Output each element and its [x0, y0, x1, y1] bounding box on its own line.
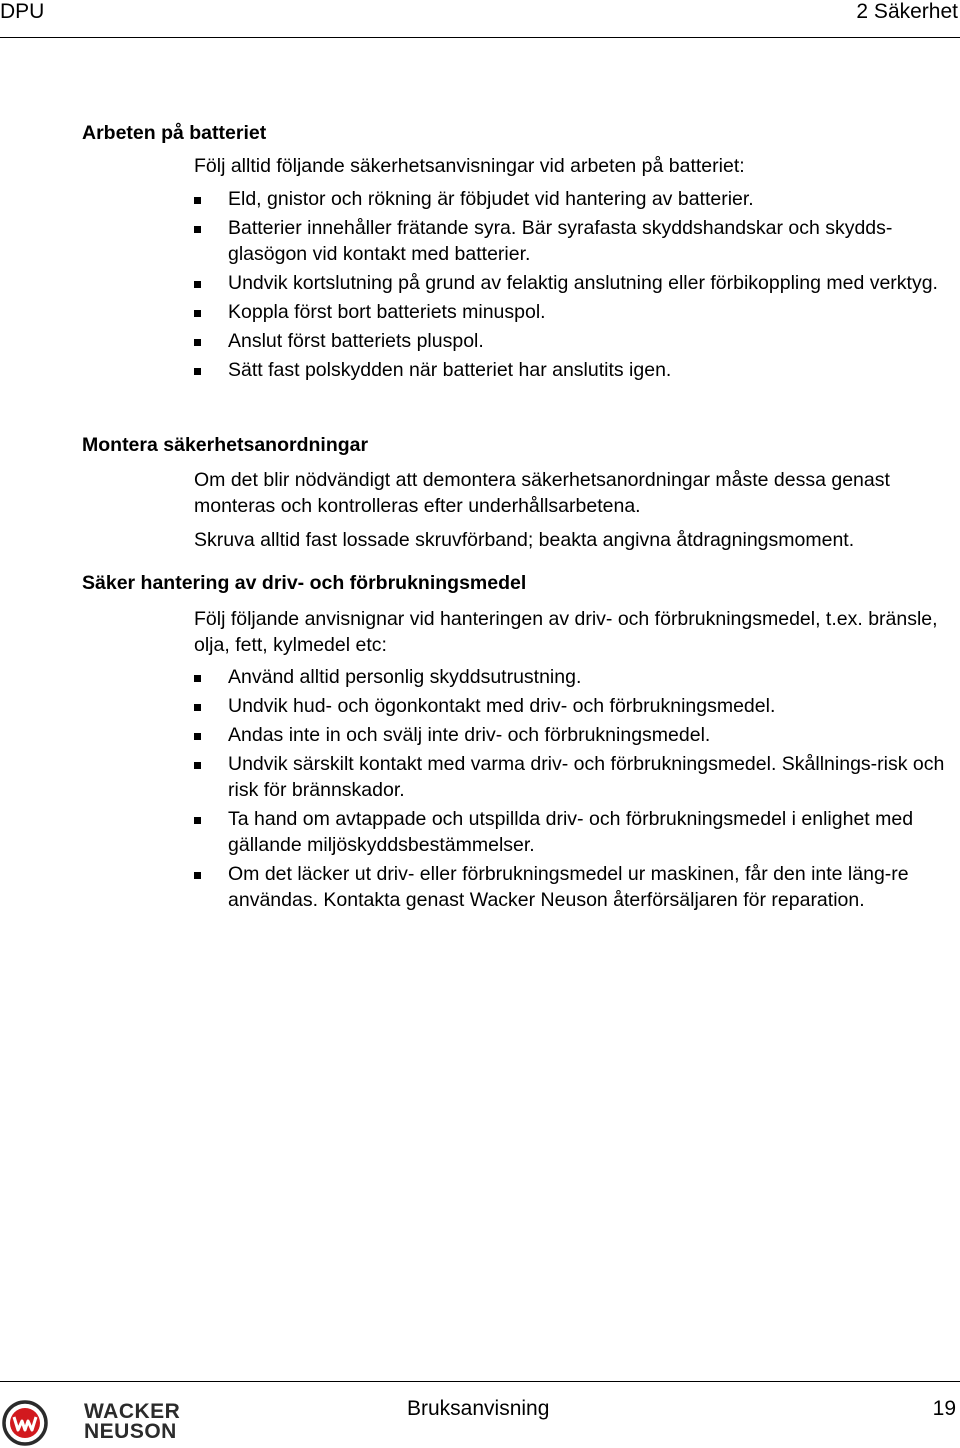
list-item-text: Anslut först batteriets pluspol.: [228, 330, 484, 352]
list-item: [194, 664, 960, 690]
bullet-icon: [194, 226, 201, 233]
bullet-icon: [194, 675, 201, 682]
battery-list: [194, 186, 960, 386]
bullet-icon: [194, 733, 201, 740]
logo-line-2: NEUSON: [84, 1420, 177, 1443]
heading-fluids: Säker hantering av driv- och förbrukningsmedel: [82, 572, 527, 594]
list-item-text: Undvik särskilt kontakt med varma driv- och förbrukningsmedel. Skållnings-risk och risk för brännskador.: [228, 753, 945, 801]
bullet-icon: [194, 704, 201, 711]
battery-intro: Följ alltid följande säkerhetsanvisningar vid arbeten på batteriet:: [194, 155, 745, 177]
list-item: [194, 861, 960, 913]
logo-line-1: WACKER: [84, 1400, 181, 1423]
list-item: [194, 751, 960, 803]
mount-paragraph-1: Om det blir nödvändigt att demontera säkerhetsanordningar måste dessa genast monteras och kontrolleras efter underhållsarbetena.: [194, 469, 890, 517]
bullet-icon: [194, 339, 201, 346]
list-item: [194, 270, 960, 296]
list-item-text: Koppla först bort batteriets minuspol.: [228, 301, 546, 323]
list-item-text: Andas inte in och svälj inte driv- och förbrukningsmedel.: [228, 724, 711, 746]
list-item-text: Eld, gnistor och rökning är föbjudet vid hantering av batterier.: [228, 188, 754, 210]
wacker-neuson-logo-icon: [2, 1400, 48, 1446]
list-item-text: Använd alltid personlig skyddsutrustning.: [228, 666, 582, 688]
fluids-list: [194, 664, 960, 916]
wacker-neuson-wordmark: [84, 1402, 180, 1442]
header-divider: [0, 37, 960, 38]
list-item: [194, 328, 960, 354]
list-item: [194, 186, 960, 212]
bullet-icon: [194, 281, 201, 288]
heading-mount: Montera säkerhetsanordningar: [82, 434, 369, 456]
list-item-text: Undvik hud- och ögonkontakt med driv- och förbrukningsmedel.: [228, 695, 776, 717]
list-item: [194, 806, 960, 858]
list-item: [194, 693, 960, 719]
list-item-text: Undvik kortslutning på grund av felaktig anslutning eller förbikoppling med verktyg.: [228, 272, 938, 294]
bullet-icon: [194, 368, 201, 375]
list-item-text: Om det läcker ut driv- eller förbrukningsmedel ur maskinen, får den inte läng-re användas. Kontakta genast Wacker Neuson återförsäljaren för reparation.: [228, 863, 909, 911]
header-product: DPU: [0, 0, 45, 23]
bullet-icon: [194, 197, 201, 204]
list-item: [194, 299, 960, 325]
list-item-text: Sätt fast polskydden när batteriet har anslutits igen.: [228, 359, 672, 381]
page-number: 19: [932, 1397, 956, 1420]
footer-doc-title: Bruksanvisning: [407, 1397, 550, 1420]
bullet-icon: [194, 762, 201, 769]
list-item-text: Ta hand om avtappade och utspillda driv- och förbrukningsmedel i enlighet med gällande miljöskyddsbestämmelser.: [228, 808, 914, 856]
bullet-icon: [194, 817, 201, 824]
bullet-icon: [194, 872, 201, 879]
fluids-intro: Följ följande anvisnignar vid hanteringen av driv- och förbrukningsmedel, t.ex. bränsle, olja, fett, kylmedel etc:: [194, 608, 938, 656]
header-chapter: 2 Säkerhet: [856, 0, 958, 23]
heading-battery: Arbeten på batteriet: [82, 122, 267, 144]
list-item: [194, 215, 960, 267]
list-item: [194, 357, 960, 383]
list-item: [194, 722, 960, 748]
footer-divider: [0, 1381, 960, 1382]
bullet-icon: [194, 310, 201, 317]
list-item-text: Batterier innehåller frätande syra. Bär syrafasta skyddshandskar och skydds-glasögon vid kontakt med batterier.: [228, 217, 893, 265]
mount-paragraph-2: Skruva alltid fast lossade skruvförband; beakta angivna åtdragningsmoment.: [194, 529, 855, 551]
